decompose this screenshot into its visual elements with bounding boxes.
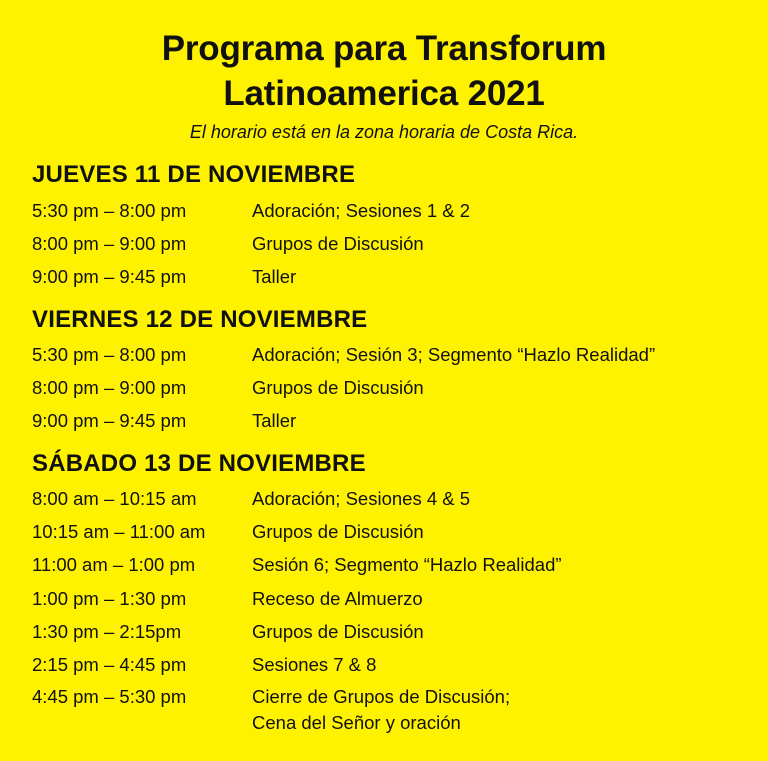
title-line-1: Programa para Transforum bbox=[161, 29, 607, 68]
row-activity-line-2: Cena del Señor y oración bbox=[252, 712, 461, 733]
row-activity-line-1: Cierre de Grupos de Discusión; bbox=[252, 686, 511, 707]
row-activity: Adoración; Sesiones 1 & 2 bbox=[252, 200, 471, 221]
row-time: 9:00 pm – 9:45 pm bbox=[32, 266, 187, 287]
row-activity: Taller bbox=[252, 410, 297, 431]
row-activity: Grupos de Discusión bbox=[252, 233, 424, 254]
row-time: 1:00 pm – 1:30 pm bbox=[32, 588, 187, 609]
timezone-note: El horario está en la zona horaria de Costa Rica. bbox=[189, 122, 579, 142]
row-time: 2:15 pm – 4:45 pm bbox=[32, 654, 187, 675]
day-heading-saturday: SÁBADO 13 DE NOVIEMBRE bbox=[32, 450, 366, 477]
row-activity: Receso de Almuerzo bbox=[252, 588, 423, 609]
row-time: 4:45 pm – 5:30 pm bbox=[32, 686, 187, 707]
row-time: 8:00 am – 10:15 am bbox=[32, 488, 197, 509]
row-activity: Adoración; Sesión 3; Segmento “Hazlo Realidad” bbox=[252, 344, 656, 365]
row-time: 11:00 am – 1:00 pm bbox=[32, 554, 196, 575]
row-activity: Grupos de Discusión bbox=[252, 377, 424, 398]
row-activity: Sesión 6; Segmento “Hazlo Realidad” bbox=[252, 554, 562, 575]
row-time: 10:15 am – 11:00 am bbox=[32, 521, 206, 542]
row-activity: Grupos de Discusión bbox=[252, 621, 424, 642]
day-heading-thursday: JUEVES 11 DE NOVIEMBRE bbox=[32, 161, 356, 188]
row-activity: Taller bbox=[252, 266, 297, 287]
row-activity: Sesiones 7 & 8 bbox=[252, 654, 377, 675]
row-time: 5:30 pm – 8:00 pm bbox=[32, 344, 187, 365]
row-time: 8:00 pm – 9:00 pm bbox=[32, 233, 187, 254]
row-time: 9:00 pm – 9:45 pm bbox=[32, 410, 187, 431]
row-activity: Grupos de Discusión bbox=[252, 521, 424, 542]
row-time: 1:30 pm – 2:15pm bbox=[32, 621, 182, 642]
page-title bbox=[0, 26, 768, 116]
row-activity bbox=[252, 684, 510, 736]
row-time: 5:30 pm – 8:00 pm bbox=[32, 200, 187, 221]
row-time: 8:00 pm – 9:00 pm bbox=[32, 377, 187, 398]
row-activity: Adoración; Sesiones 4 & 5 bbox=[252, 488, 471, 509]
title-line-2: Latinoamerica 2021 bbox=[223, 74, 545, 113]
day-heading-friday: VIERNES 12 DE NOVIEMBRE bbox=[32, 306, 368, 333]
